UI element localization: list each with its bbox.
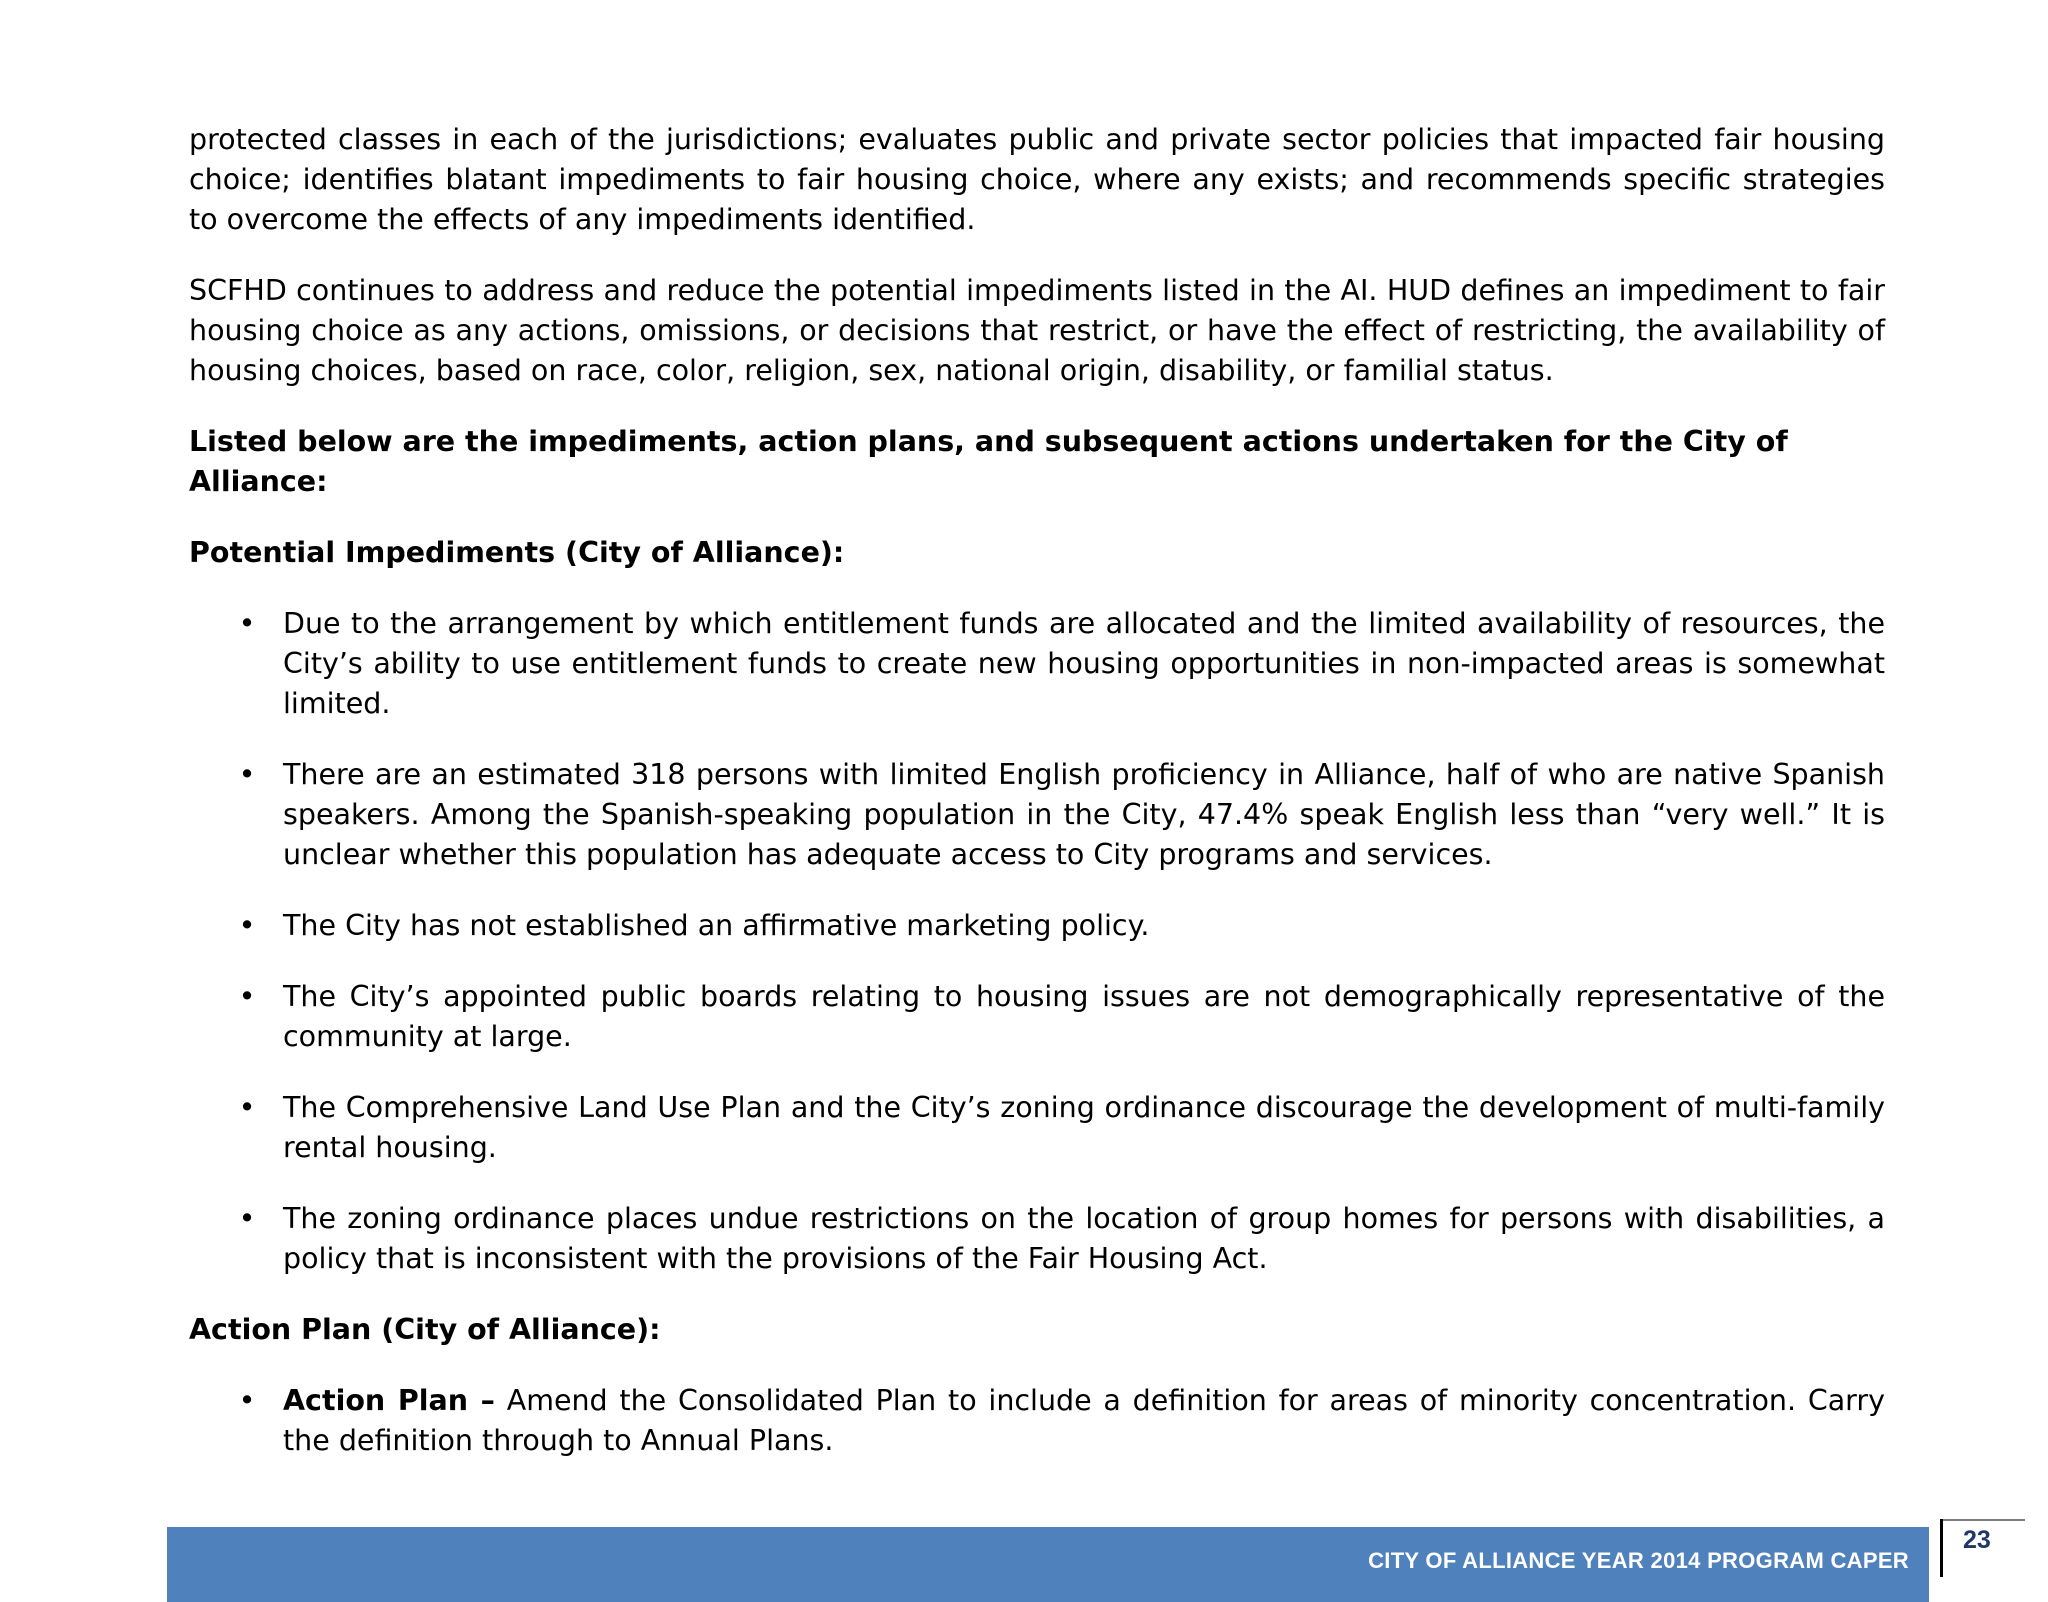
footer-bar xyxy=(167,1527,1929,1602)
impediment-text: The City has not established an affirmative marketing policy. xyxy=(283,909,1150,942)
impediment-text: The zoning ordinance places undue restrictions on the location of group homes for persons with disabilities, a policy that is inconsistent with the provisions of the Fair Housing Act. xyxy=(283,1202,1885,1275)
page-number-divider xyxy=(1940,1519,1943,1577)
footer-title: CITY OF ALLIANCE YEAR 2014 PROGRAM CAPER xyxy=(1368,1548,1909,1573)
list-item xyxy=(189,755,1885,875)
impediments-list xyxy=(189,604,1885,1279)
paragraph-hud-definition: SCFHD continues to address and reduce the potential impediments listed in the AI. HUD defines an impediment to fair housing choice as any actions, omissions, or decisions that restrict, or have the effect of restricting, the availability of housing choices, based on race, color, religion, sex, national origin, disability, or familial status. xyxy=(189,274,1885,387)
list-item xyxy=(189,1381,1885,1461)
page-number: 23 xyxy=(1963,1526,1991,1554)
action-plan-label: Action Plan – xyxy=(283,1384,495,1417)
impediment-text: The City’s appointed public boards relating to housing issues are not demographically representative of the community at large. xyxy=(283,980,1885,1053)
list-item xyxy=(189,604,1885,724)
action-plan-list xyxy=(189,1381,1885,1461)
list-item xyxy=(189,977,1885,1057)
list-item xyxy=(189,906,1885,946)
bullet-icon: • xyxy=(238,1384,256,1417)
bullet-icon: • xyxy=(238,1202,256,1235)
bullet-icon: • xyxy=(238,1091,256,1124)
list-item xyxy=(189,1088,1885,1168)
list-item xyxy=(189,1199,1885,1279)
document-body xyxy=(189,120,1885,1492)
action-plan-text: Amend the Consolidated Plan to include a definition for areas of minority concentration. Carry the definition through to Annual Plans. xyxy=(283,1384,1885,1457)
bullet-icon: • xyxy=(238,909,256,942)
impediment-text: The Comprehensive Land Use Plan and the City’s zoning ordinance discourage the development of multi-family rental housing. xyxy=(283,1091,1885,1164)
paragraph-intro: protected classes in each of the jurisdictions; evaluates public and private sector policies that impacted fair housing choice; identifies blatant impediments to fair housing choice, where any exists; and recommends specific strategies to overcome the effects of any impediments identified. xyxy=(189,123,1885,236)
section-intro-heading: Listed below are the impediments, action plans, and subsequent actions undertaken for the City of Alliance: xyxy=(189,425,1788,498)
bullet-icon: • xyxy=(238,758,256,791)
action-plan-heading: Action Plan (City of Alliance): xyxy=(189,1313,661,1346)
impediments-heading: Potential Impediments (City of Alliance): xyxy=(189,536,845,569)
impediment-text: Due to the arrangement by which entitlement funds are allocated and the limited availability of resources, the City’s ability to use entitlement funds to create new housing opportunities in non-impacted areas is somewhat limited. xyxy=(283,607,1885,720)
bullet-icon: • xyxy=(238,980,256,1013)
impediment-text: There are an estimated 318 persons with limited English proficiency in Alliance, half of who are native Spanish speakers. Among the Spanish-speaking population in the City, 47.4% speak English less than “very well.” It is unclear whether this population has adequate access to City programs and services. xyxy=(283,758,1885,871)
bullet-icon: • xyxy=(238,607,256,640)
page-number-rule xyxy=(1940,1519,2025,1521)
